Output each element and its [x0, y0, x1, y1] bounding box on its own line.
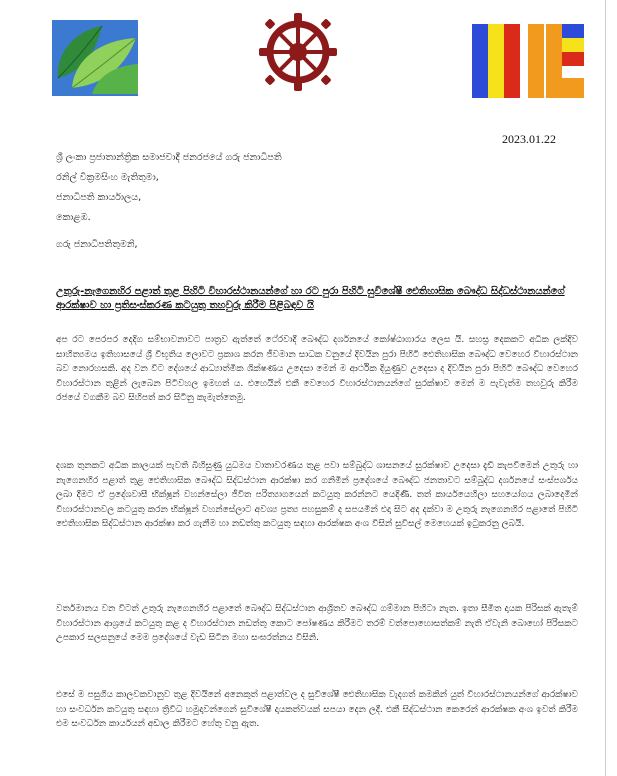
body-paragraph: අප රට පෙරපර දෙදිග සම්භාවනාවට පාත්‍රව ඇත්තේ ථේරවාදී බෞද්ධ දර්ශනයේ කෝෂ්ඨාගාරය ලෙස යි. සහස්‍ර දෙකකට අධික ලක්දිව සාහිත්‍යමය ඉතිහාසයේ ශ්‍රී විභූතිය ලොවට ප්‍රකාශ කරන ජීවමාන සාධක වනුයේ දිවයින පුරා පිහිටි ඓතිහාසික බෞද්ධ වෙහෙර විහාරස්ථාන බව නොරහසකි. අද වන විට දේශයේ ආධ්‍යාත්මික ශික්ෂණය උදෙසා මෙන් ම ආර්ථික දියුණුව උදෙසා ද දිවයින පුරා පිහිටි බෞද්ධ වෙහෙර විහාරස්ථාන තුළින් ලැබෙන පිටිවහල ඉමහත් ය. එහෙයින් එකී වෙහෙර විහාරස්ථානයන්ගේ සුරක්ෂාව මෙන් ම පැවැත්ම තහවුරු කිරීම රජයේ වගකීම බව සිහිපත් කර සිටිනු කැමැත්තෙමු.: [56, 335, 578, 404]
body-paragraph: එසේ ම පසුගිය කාලවකවානුව තුළ දිවයිනේ අනෙකුත් පළාත්වල ද සුවිශේෂී ඓතිහාසික වැදගත් කමකින් යුත් විහාරස්ථානයන්ගේ ආරක්ෂාව හා සංවර්ධන කටයුතු සඳහා ත්‍රිවිධ හමුදාවන්ගෙන් සුවිශේෂී දායකත්වයක් සපයා දෙන ලදී. එකී සිද්ධස්ථාන කෙරෙන් ආරක්ෂක අංශ ඉවත් කිරීම එම සංවර්ධන කාර්යයන් අඩාල කිරීමට හේතු වනු ඇත.: [56, 690, 578, 730]
address-line: කොළඹ.: [56, 212, 91, 223]
address-line: රනිල් වික්‍රමසිංහ මැතිතුමා,: [56, 172, 159, 183]
body-paragraph: වර්තමානය වන විටත් උතුරු නැගෙනහිර පළාතේ බෞද්ධ සිද්ධස්ථාන ආශ්‍රිතව බෞද්ධ ගම්මාන පිහිටා නැත. ඉතා සීමිත දායක පිරිසක් ඇතැම් විහාරස්ථාන ආශ්‍රයේ කටයුතු කළ ද විහාරස්ථාන නඩත්තු කොට පෝෂණය කිරීමට තරම් වත්පොහොසත්කම් නැති ඒවැනි බොහෝ පිරිසකට උපකාර සලසනුයේ මෙම ප්‍රදේශයේ වැඩ සිටින මහා සංඝරත්නය විසිනි.: [56, 604, 578, 644]
buddhist-flag-icon: [472, 24, 584, 98]
body-paragraph: දශක තුනකට අධික කාලයක් පැවති බිහිසුණු යුධමය වාතාවරණය තුළ පවා සම්බුද්ධ ශාසනයේ සුරක්ෂාව උදෙසා දැඩි කැපවීමෙන් උතුරු හා නැගෙනහිර පළාත් තුළ ඓතිහාසික බෞද්ධ සිද්ධස්ථාන ආරක්ෂා කර ගනිමින් ප්‍රදේශයේ බෞද්ධ ජනතාවට සම්බුද්ධ දර්ශනයේ සංස්පර්ශය ලබා දීමට ඒ ප්‍රදේශවාසී භික්ෂූන් වහන්සේලා ජීවිත පරිත්‍යාගයෙන් කටයුතු කරන්නට යෙදිණි. තත් කාර්යයෙහිලා සහයෝගය ලබාදෙමින් විහාරස්ථානවල කටයුතු කරන භික්ෂූන් වහන්සේලාට අවශ්‍ය ප්‍රත්‍ය පහසුකම් ද සපයමින් එදා සිට අද දක්වා ම උතුරු නැගෙනහිර පළාතේ පිහිටි ඓතිහාසික සිද්ධස්ථාන ආරක්ෂා කර ගැනීම හා නඩත්තු කටයුතු සඳහා ආරක්ෂක අංශ විසින් සුවිසල් මෙහෙයක් ඉටුකරනු ලබයි.: [56, 461, 578, 530]
address-line: ශ්‍රී ලංකා ප්‍රජාතාන්ත්‍රික සමාජවාදී ජනරජයේ ගරු ජනාධිපති: [56, 152, 282, 163]
letter-subject: උතුරු-නැගෙනහිර පළාත් තුළ පිහිටි විහාරස්ථානයන්ගේ හා රට පුරා පිහිටි සුවිශේෂී ඓතිහාසික බෞද්ධ සිද්ධස්ථානයන්ගේ ආරක්ෂාව හා ප්‍රතිසංස්කරණ කටයුතු තහවුරු කිරීම පිළිබඳව යි: [56, 286, 565, 311]
letter-date: 2023.01.22: [502, 132, 556, 146]
dharma-wheel-icon: [258, 12, 338, 92]
address-line: ජනාධිපති කාර්යාලය,: [56, 192, 142, 203]
bodhi-leaf-icon: [52, 20, 138, 96]
salutation: ගරු ජනාධිපතිතුමනි,: [56, 239, 138, 250]
